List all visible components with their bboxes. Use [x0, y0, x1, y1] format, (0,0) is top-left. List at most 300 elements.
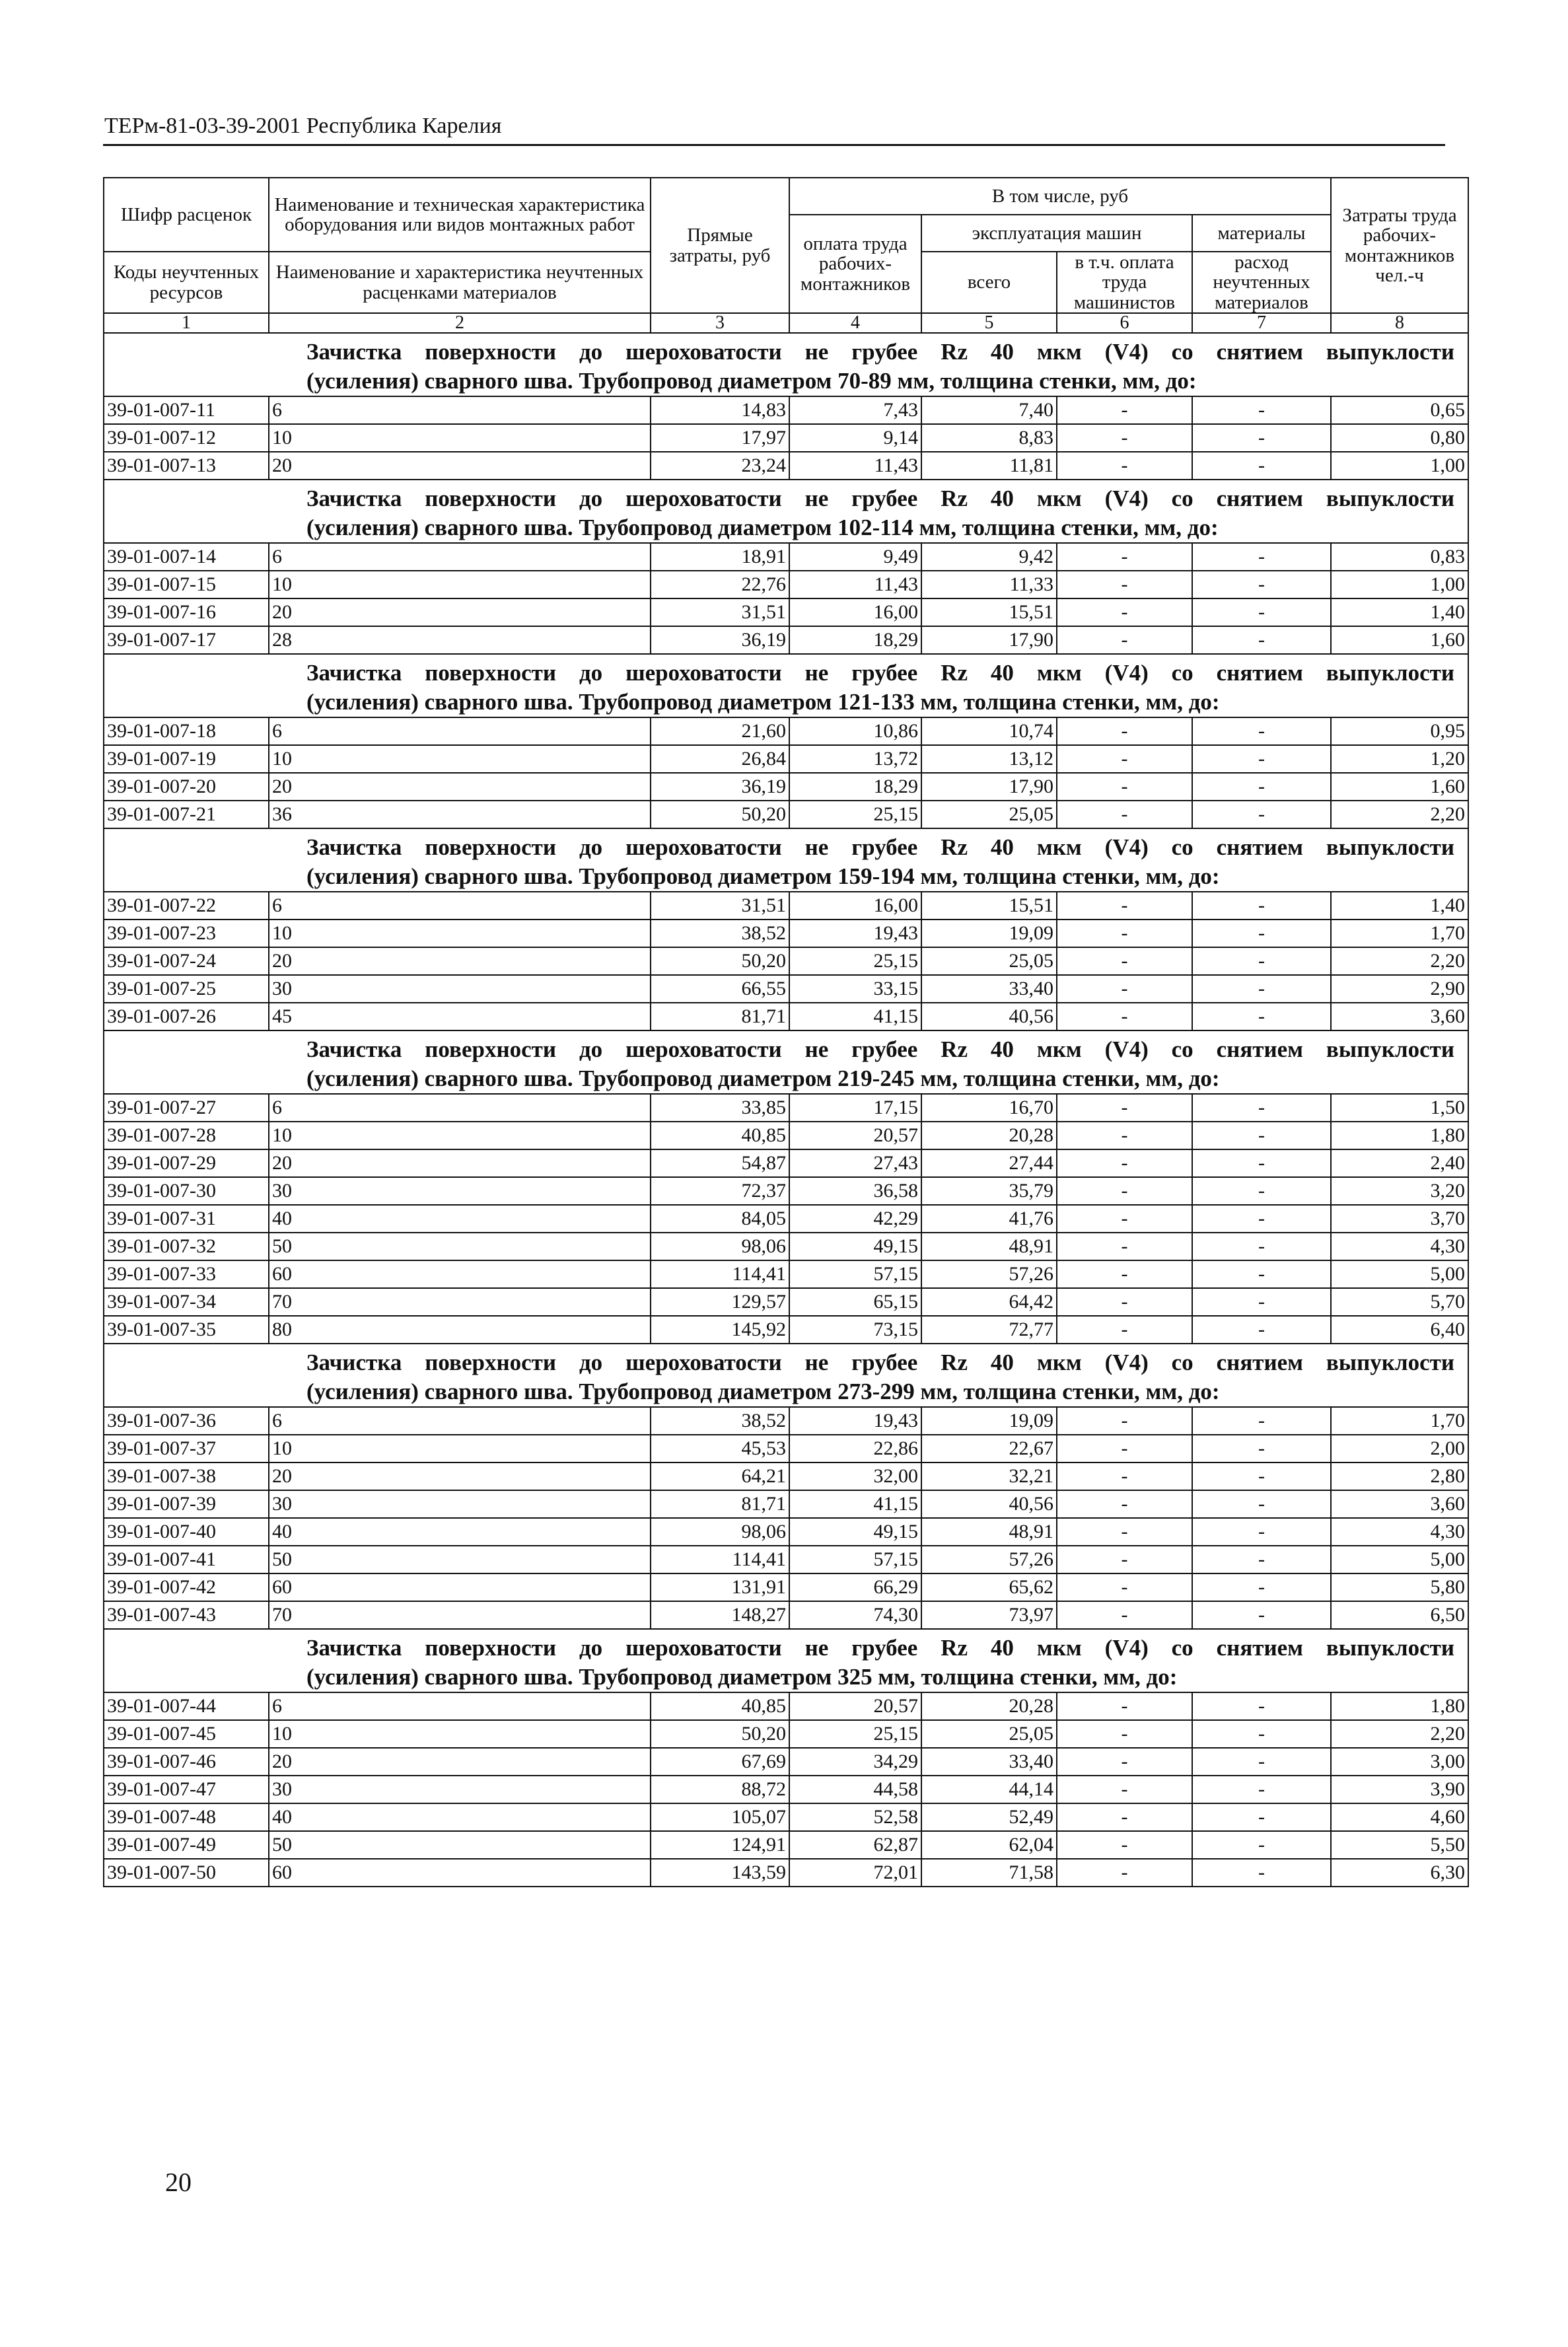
table-cell: 36,19 [651, 626, 789, 654]
table-cell: - [1192, 1490, 1331, 1518]
table-row [104, 1462, 1468, 1490]
table-cell: 45 [269, 1003, 651, 1030]
table-cell: 5,80 [1331, 1573, 1468, 1601]
section-title [107, 1035, 1465, 1093]
table-cell: 1,40 [1331, 598, 1468, 626]
table-cell: 39-01-007-27 [104, 1094, 269, 1122]
table-cell: 39-01-007-25 [104, 975, 269, 1003]
table-cell: 52,49 [921, 1803, 1057, 1831]
table-cell: - [1192, 947, 1331, 975]
table-cell: 41,15 [789, 1003, 921, 1030]
table-cell: 39-01-007-46 [104, 1748, 269, 1776]
table-cell: 39-01-007-32 [104, 1233, 269, 1260]
table-cell: 22,76 [651, 571, 789, 598]
table-cell: 20 [269, 773, 651, 801]
table-row [104, 396, 1468, 424]
table-cell: 57,15 [789, 1546, 921, 1573]
table-cell: 1,70 [1331, 920, 1468, 947]
table-cell: 39-01-007-17 [104, 626, 269, 654]
table-row [104, 1260, 1468, 1288]
table-cell: - [1057, 1831, 1192, 1859]
table-cell: 6 [269, 1407, 651, 1435]
section-header-row [104, 828, 1468, 892]
table-cell: 36 [269, 801, 651, 828]
table-cell: 20,28 [921, 1122, 1057, 1149]
table-cell: 39-01-007-43 [104, 1601, 269, 1629]
table-cell: - [1192, 396, 1331, 424]
table-cell: 39-01-007-16 [104, 598, 269, 626]
column-number: 2 [269, 313, 651, 333]
table-cell: - [1192, 1831, 1331, 1859]
table-cell: 19,09 [921, 920, 1057, 947]
section-title-line2: (усиления) сварного шва. Трубопровод диаметром 325 мм, толщина стенки, мм, до: [306, 1664, 1178, 1690]
table-cell: 10 [269, 745, 651, 773]
table-cell: 39-01-007-15 [104, 571, 269, 598]
table-row [104, 801, 1468, 828]
table-cell: 39-01-007-14 [104, 543, 269, 571]
table-cell: 71,58 [921, 1859, 1057, 1887]
table-cell: 30 [269, 1776, 651, 1803]
table-cell: 124,91 [651, 1831, 789, 1859]
table-cell: - [1057, 801, 1192, 828]
table-cell: 27,43 [789, 1149, 921, 1177]
table-cell: 20,57 [789, 1122, 921, 1149]
table-cell: 30 [269, 975, 651, 1003]
header-material-names: Наименование и характеристика неучтенных расценками материалов [269, 252, 651, 313]
header-labor-hours: Затраты труда рабочих-монтажников чел.-ч [1331, 178, 1468, 313]
header-material-usage: расход неучтенных материалов [1192, 252, 1331, 313]
table-cell: 6 [269, 717, 651, 745]
section-header-row [104, 1629, 1468, 1692]
table-row [104, 1490, 1468, 1518]
table-cell: - [1192, 1260, 1331, 1288]
table-cell: - [1192, 1601, 1331, 1629]
table-cell: 19,43 [789, 1407, 921, 1435]
table-cell: 25,15 [789, 947, 921, 975]
table-cell: 17,97 [651, 424, 789, 452]
table-cell: 8,83 [921, 424, 1057, 452]
table-cell: - [1057, 1518, 1192, 1546]
table-cell: 0,65 [1331, 396, 1468, 424]
table-cell: - [1192, 543, 1331, 571]
table-cell: 48,91 [921, 1518, 1057, 1546]
table-cell: - [1192, 1205, 1331, 1233]
table-cell: 33,15 [789, 975, 921, 1003]
table-cell: 131,91 [651, 1573, 789, 1601]
table-cell: 57,15 [789, 1260, 921, 1288]
table-cell: 28 [269, 626, 651, 654]
table-cell: 3,60 [1331, 1490, 1468, 1518]
table-cell: 1,00 [1331, 571, 1468, 598]
table-cell: - [1057, 1490, 1192, 1518]
table-cell: 3,60 [1331, 1003, 1468, 1030]
table-cell: 17,90 [921, 773, 1057, 801]
table-cell: 39-01-007-18 [104, 717, 269, 745]
section-title-line1: Зачистка поверхности до шероховатости не грубее Rz 40 мкм (V4) со снятием выпуклости [306, 834, 1454, 861]
section-title-line1: Зачистка поверхности до шероховатости не грубее Rz 40 мкм (V4) со снятием выпуклости [306, 339, 1454, 365]
table-cell: 50 [269, 1831, 651, 1859]
table-cell: 13,72 [789, 745, 921, 773]
table-cell: 39-01-007-12 [104, 424, 269, 452]
table-cell: 39-01-007-21 [104, 801, 269, 828]
table-row [104, 543, 1468, 571]
table-cell: 14,83 [651, 396, 789, 424]
table-cell: 15,51 [921, 892, 1057, 920]
table-cell: 32,21 [921, 1462, 1057, 1490]
table-cell: 33,85 [651, 1094, 789, 1122]
table-cell: 22,86 [789, 1435, 921, 1462]
table-cell: 39-01-007-39 [104, 1490, 269, 1518]
section-title-line2: (усиления) сварного шва. Трубопровод диаметром 159-194 мм, толщина стенки, мм, до: [306, 863, 1220, 890]
table-row [104, 975, 1468, 1003]
table-cell: - [1192, 1094, 1331, 1122]
table-cell: 40,85 [651, 1692, 789, 1720]
table-cell: - [1192, 892, 1331, 920]
table-cell: 39-01-007-41 [104, 1546, 269, 1573]
table-cell: 36,58 [789, 1177, 921, 1205]
table-row [104, 1601, 1468, 1629]
table-cell: - [1192, 1546, 1331, 1573]
page-header: ТЕРм-81-03-39-2001 Республика Карелия [104, 114, 502, 138]
table-row [104, 920, 1468, 947]
section-title [107, 833, 1465, 891]
table-cell: 39-01-007-34 [104, 1288, 269, 1316]
table-cell: 39-01-007-31 [104, 1205, 269, 1233]
section-header-row [104, 1344, 1468, 1407]
table-cell: - [1057, 598, 1192, 626]
table-cell: 60 [269, 1859, 651, 1887]
section-title-line2: (усиления) сварного шва. Трубопровод диаметром 273-299 мм, толщина стенки, мм, до: [306, 1379, 1220, 1405]
table-cell: 6,40 [1331, 1316, 1468, 1344]
table-cell: 15,51 [921, 598, 1057, 626]
table-cell: 39-01-007-24 [104, 947, 269, 975]
table-cell: 48,91 [921, 1233, 1057, 1260]
table-cell: 2,90 [1331, 975, 1468, 1003]
table-row [104, 717, 1468, 745]
column-numbers-row [104, 313, 1468, 333]
table-cell: 2,00 [1331, 1435, 1468, 1462]
table-cell: - [1192, 1149, 1331, 1177]
table-cell: - [1057, 1776, 1192, 1803]
table-cell: 10 [269, 1122, 651, 1149]
section-title [107, 659, 1465, 717]
table-cell: 26,84 [651, 745, 789, 773]
table-cell: 39-01-007-11 [104, 396, 269, 424]
table-cell: 1,80 [1331, 1692, 1468, 1720]
table-cell: - [1057, 947, 1192, 975]
table-cell: - [1057, 452, 1192, 480]
table-cell: 40 [269, 1803, 651, 1831]
table-cell: 1,40 [1331, 892, 1468, 920]
table-cell: 16,00 [789, 892, 921, 920]
table-cell: - [1057, 1859, 1192, 1887]
table-cell: - [1057, 1205, 1192, 1233]
table-cell: 4,30 [1331, 1233, 1468, 1260]
section-header-row [104, 1030, 1468, 1094]
table-cell: 9,49 [789, 543, 921, 571]
section-title-line2: (усиления) сварного шва. Трубопровод диаметром 219-245 мм, толщина стенки, мм, до: [306, 1065, 1220, 1092]
table-body [104, 333, 1468, 1887]
table-row [104, 1407, 1468, 1435]
table-cell: 2,80 [1331, 1462, 1468, 1490]
table-cell: 129,57 [651, 1288, 789, 1316]
table-cell: 0,95 [1331, 717, 1468, 745]
table-cell: 31,51 [651, 892, 789, 920]
table-cell: - [1057, 1803, 1192, 1831]
table-cell: 40 [269, 1205, 651, 1233]
table-cell: - [1192, 1776, 1331, 1803]
table-cell: 22,67 [921, 1435, 1057, 1462]
table-cell: - [1192, 717, 1331, 745]
table-cell: - [1192, 745, 1331, 773]
table-row [104, 1288, 1468, 1316]
table-cell: 50,20 [651, 947, 789, 975]
table-cell: 62,04 [921, 1831, 1057, 1859]
table-cell: - [1057, 717, 1192, 745]
table-cell: 39-01-007-49 [104, 1831, 269, 1859]
table-cell: 39-01-007-13 [104, 452, 269, 480]
table-cell: 44,58 [789, 1776, 921, 1803]
table-cell: - [1192, 571, 1331, 598]
table-cell: - [1192, 1462, 1331, 1490]
table-cell: 72,77 [921, 1316, 1057, 1344]
table-cell: 81,71 [651, 1490, 789, 1518]
table-cell: 39-01-007-20 [104, 773, 269, 801]
table-cell: 16,70 [921, 1094, 1057, 1122]
table-cell: - [1192, 1177, 1331, 1205]
table-header [104, 178, 1468, 333]
table-cell: 70 [269, 1288, 651, 1316]
table-cell: 1,50 [1331, 1094, 1468, 1122]
table-cell: - [1192, 801, 1331, 828]
table-cell: 20 [269, 947, 651, 975]
table-cell: 39-01-007-42 [104, 1573, 269, 1601]
table-row [104, 1233, 1468, 1260]
table-cell: 4,60 [1331, 1803, 1468, 1831]
table-cell: 10,86 [789, 717, 921, 745]
table-cell: 40,56 [921, 1490, 1057, 1518]
table-cell: 45,53 [651, 1435, 789, 1462]
table-cell: - [1192, 1407, 1331, 1435]
table-cell: 10,74 [921, 717, 1057, 745]
table-cell: - [1192, 920, 1331, 947]
header-operator-pay: в т.ч. оплата труда машинистов [1057, 252, 1192, 313]
table-cell: 72,37 [651, 1177, 789, 1205]
table-cell: 114,41 [651, 1260, 789, 1288]
section-header-row [104, 654, 1468, 717]
table-cell: 7,43 [789, 396, 921, 424]
table-row [104, 1094, 1468, 1122]
section-title-line1: Зачистка поверхности до шероховатости не грубее Rz 40 мкм (V4) со снятием выпуклости [306, 660, 1454, 686]
table-row [104, 626, 1468, 654]
table-cell: 25,05 [921, 1720, 1057, 1748]
table-cell: 6 [269, 1094, 651, 1122]
table-cell: 6,30 [1331, 1859, 1468, 1887]
table-cell: - [1057, 1316, 1192, 1344]
table-cell: - [1057, 1573, 1192, 1601]
table-cell: 27,44 [921, 1149, 1057, 1177]
table-cell: 16,00 [789, 598, 921, 626]
table-cell: 3,20 [1331, 1177, 1468, 1205]
table-cell: 39-01-007-29 [104, 1149, 269, 1177]
table-cell: 17,15 [789, 1094, 921, 1122]
table-cell: 50,20 [651, 801, 789, 828]
table-cell: 39-01-007-33 [104, 1260, 269, 1288]
table-cell: - [1057, 1435, 1192, 1462]
table-cell: - [1192, 1748, 1331, 1776]
table-cell: - [1192, 598, 1331, 626]
table-cell: - [1192, 1573, 1331, 1601]
table-cell: 60 [269, 1573, 651, 1601]
header-name: Наименование и техническая характеристика оборудования или видов монтажных работ [269, 178, 651, 252]
table-cell: 25,15 [789, 1720, 921, 1748]
table-row [104, 892, 1468, 920]
section-title-line1: Зачистка поверхности до шероховатости не грубее Rz 40 мкм (V4) со снятием выпуклости [306, 486, 1454, 512]
table-cell: - [1057, 424, 1192, 452]
table-cell: 64,21 [651, 1462, 789, 1490]
table-cell: - [1057, 396, 1192, 424]
section-title-line2: (усиления) сварного шва. Трубопровод диаметром 121-133 мм, толщина стенки, мм, до: [306, 689, 1220, 715]
table-cell: 39-01-007-26 [104, 1003, 269, 1030]
table-cell: 10 [269, 1435, 651, 1462]
table-cell: - [1057, 1692, 1192, 1720]
table-cell: 88,72 [651, 1776, 789, 1803]
column-number: 5 [921, 313, 1057, 333]
table-cell: 50 [269, 1233, 651, 1260]
table-cell: - [1057, 745, 1192, 773]
table-row [104, 598, 1468, 626]
table-cell: 38,52 [651, 920, 789, 947]
table-cell: - [1192, 1692, 1331, 1720]
table-row [104, 1518, 1468, 1546]
table-cell: 57,26 [921, 1260, 1057, 1288]
table-cell: - [1192, 773, 1331, 801]
table-cell: - [1192, 1803, 1331, 1831]
table-cell: 39-01-007-48 [104, 1803, 269, 1831]
table-cell: - [1057, 1094, 1192, 1122]
table-cell: 0,83 [1331, 543, 1468, 571]
table-row [104, 1803, 1468, 1831]
table-cell: 18,29 [789, 773, 921, 801]
table-cell: 3,00 [1331, 1748, 1468, 1776]
table-cell: 39-01-007-35 [104, 1316, 269, 1344]
table-cell: 1,00 [1331, 452, 1468, 480]
table-cell: 80 [269, 1316, 651, 1344]
table-row [104, 571, 1468, 598]
header-code: Шифр расценок [104, 178, 269, 252]
table-cell: 65,62 [921, 1573, 1057, 1601]
table-row [104, 773, 1468, 801]
table-cell: 9,42 [921, 543, 1057, 571]
table-cell: - [1057, 975, 1192, 1003]
table-cell: 20 [269, 452, 651, 480]
table-cell: 10 [269, 1720, 651, 1748]
table-cell: 39-01-007-30 [104, 1177, 269, 1205]
table-cell: 21,60 [651, 717, 789, 745]
header-resource-codes: Коды неучтенных ресурсов [104, 252, 269, 313]
header-machines: эксплуатация машин [921, 215, 1192, 252]
section-title-line2: (усиления) сварного шва. Трубопровод диаметром 70-89 мм, толщина стенки, мм, до: [306, 368, 1197, 394]
table-cell: 34,29 [789, 1748, 921, 1776]
table-cell: 2,40 [1331, 1149, 1468, 1177]
table-cell: 11,81 [921, 452, 1057, 480]
table-row [104, 1122, 1468, 1149]
table-cell: 39-01-007-44 [104, 1692, 269, 1720]
table-cell: 5,00 [1331, 1260, 1468, 1288]
table-cell: - [1192, 1122, 1331, 1149]
table-cell: 49,15 [789, 1518, 921, 1546]
table-cell: 1,80 [1331, 1122, 1468, 1149]
table-cell: 114,41 [651, 1546, 789, 1573]
table-row [104, 1316, 1468, 1344]
table-cell: 6 [269, 1692, 651, 1720]
table-row [104, 1692, 1468, 1720]
table-cell: 40,56 [921, 1003, 1057, 1030]
header-group: В том числе, руб [789, 178, 1331, 215]
table-cell: 44,14 [921, 1776, 1057, 1803]
column-number: 4 [789, 313, 921, 333]
column-number: 6 [1057, 313, 1192, 333]
table-cell: 11,43 [789, 571, 921, 598]
table-cell: 39-01-007-23 [104, 920, 269, 947]
table-row [104, 1776, 1468, 1803]
table-cell: - [1057, 1233, 1192, 1260]
table-cell: 20 [269, 598, 651, 626]
table-cell: 39-01-007-50 [104, 1859, 269, 1887]
table-cell: 10 [269, 571, 651, 598]
table-cell: 73,97 [921, 1601, 1057, 1629]
table-cell: 18,29 [789, 626, 921, 654]
table-cell: 25,05 [921, 947, 1057, 975]
table-cell: 39-01-007-38 [104, 1462, 269, 1490]
table-cell: 1,60 [1331, 773, 1468, 801]
table-cell: - [1057, 1601, 1192, 1629]
table-cell: 20 [269, 1149, 651, 1177]
table-cell: 30 [269, 1177, 651, 1205]
table-cell: 7,40 [921, 396, 1057, 424]
table-cell: 17,90 [921, 626, 1057, 654]
table-cell: - [1057, 1003, 1192, 1030]
table-cell: - [1057, 1149, 1192, 1177]
table-cell: 6 [269, 396, 651, 424]
table-cell: - [1057, 920, 1192, 947]
table-cell: 20 [269, 1462, 651, 1490]
table-cell: 39-01-007-47 [104, 1776, 269, 1803]
table-cell: 39-01-007-45 [104, 1720, 269, 1748]
table-cell: 20,57 [789, 1692, 921, 1720]
table-cell: 64,42 [921, 1288, 1057, 1316]
table-cell: 98,06 [651, 1518, 789, 1546]
table-cell: - [1057, 1177, 1192, 1205]
table-cell: - [1057, 1720, 1192, 1748]
table-cell: - [1057, 773, 1192, 801]
table-cell: - [1192, 1435, 1331, 1462]
table-cell: 0,80 [1331, 424, 1468, 452]
table-cell: 10 [269, 424, 651, 452]
table-cell: - [1057, 1122, 1192, 1149]
table-cell: 41,76 [921, 1205, 1057, 1233]
table-row [104, 947, 1468, 975]
table-cell: - [1192, 1288, 1331, 1316]
table-row [104, 1149, 1468, 1177]
table-row [104, 1546, 1468, 1573]
section-title-line1: Зачистка поверхности до шероховатости не грубее Rz 40 мкм (V4) со снятием выпуклости [306, 1036, 1454, 1063]
table-cell: 39-01-007-28 [104, 1122, 269, 1149]
table-cell: 52,58 [789, 1803, 921, 1831]
table-cell: 40 [269, 1518, 651, 1546]
table-cell: 6 [269, 543, 651, 571]
table-cell: 13,12 [921, 745, 1057, 773]
